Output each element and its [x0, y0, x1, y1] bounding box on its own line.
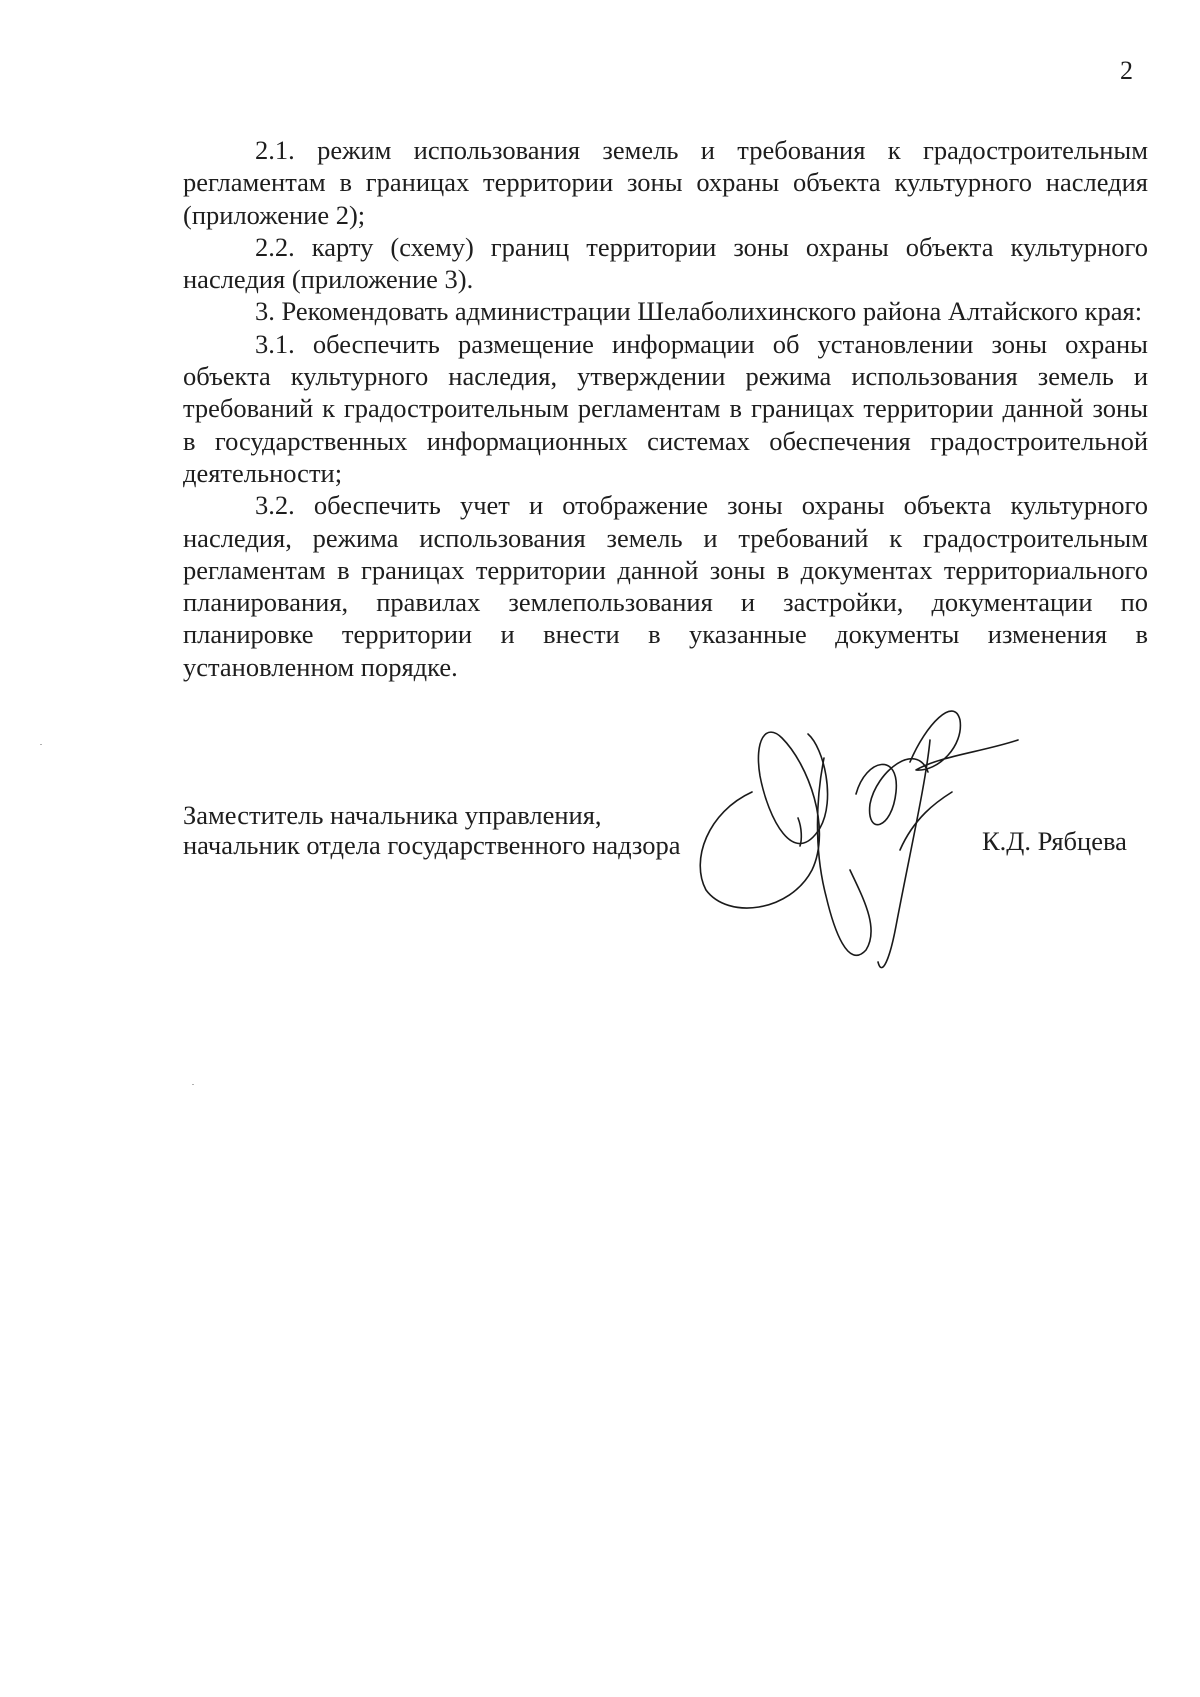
- paragraph-2-2: 2.2. карту (схему) границ территории зоны охраны объекта культурного наследия (приложение 3).: [183, 231, 1148, 295]
- signer-name: К.Д. Рябцева: [982, 826, 1127, 856]
- position-line-1: Заместитель начальника управления,: [183, 800, 602, 830]
- signatory-position: [183, 800, 680, 860]
- scan-speck: [40, 744, 42, 745]
- paragraph-3-1: 3.1. обеспечить размещение информации об установлении зоны охраны объекта культурного наследия, утверждении режима использования земель и требований к градостроительным регламентам в границах территории данной зоны в государственных информационных системах обеспечения градостроительной деятельности;: [183, 328, 1148, 488]
- scan-speck: [192, 1084, 194, 1085]
- position-line-2: начальник отдела государственного надзора: [183, 830, 681, 860]
- document-body: [183, 134, 1148, 683]
- handwritten-signature: [690, 700, 1020, 980]
- page-number: 2: [1120, 56, 1133, 85]
- paragraph-2-1: 2.1. режим использования земель и требования к градостроительным регламентам в границах территории зоны охраны объекта культурного наследия (приложение 2);: [183, 135, 1148, 230]
- paragraph-3: 3. Рекомендовать администрации Шелаболихинского района Алтайского края:: [255, 296, 1143, 327]
- paragraph-3-2: 3.2. обеспечить учет и отображение зоны охраны объекта культурного наследия, режима использования земель и требований к градостроительным регламентам в границах территории данной зоны в документах территориального планирования, правилах землепользования и застройки, документации по планировке территории и внести в указанные документы изменения в установленном порядке.: [183, 490, 1148, 682]
